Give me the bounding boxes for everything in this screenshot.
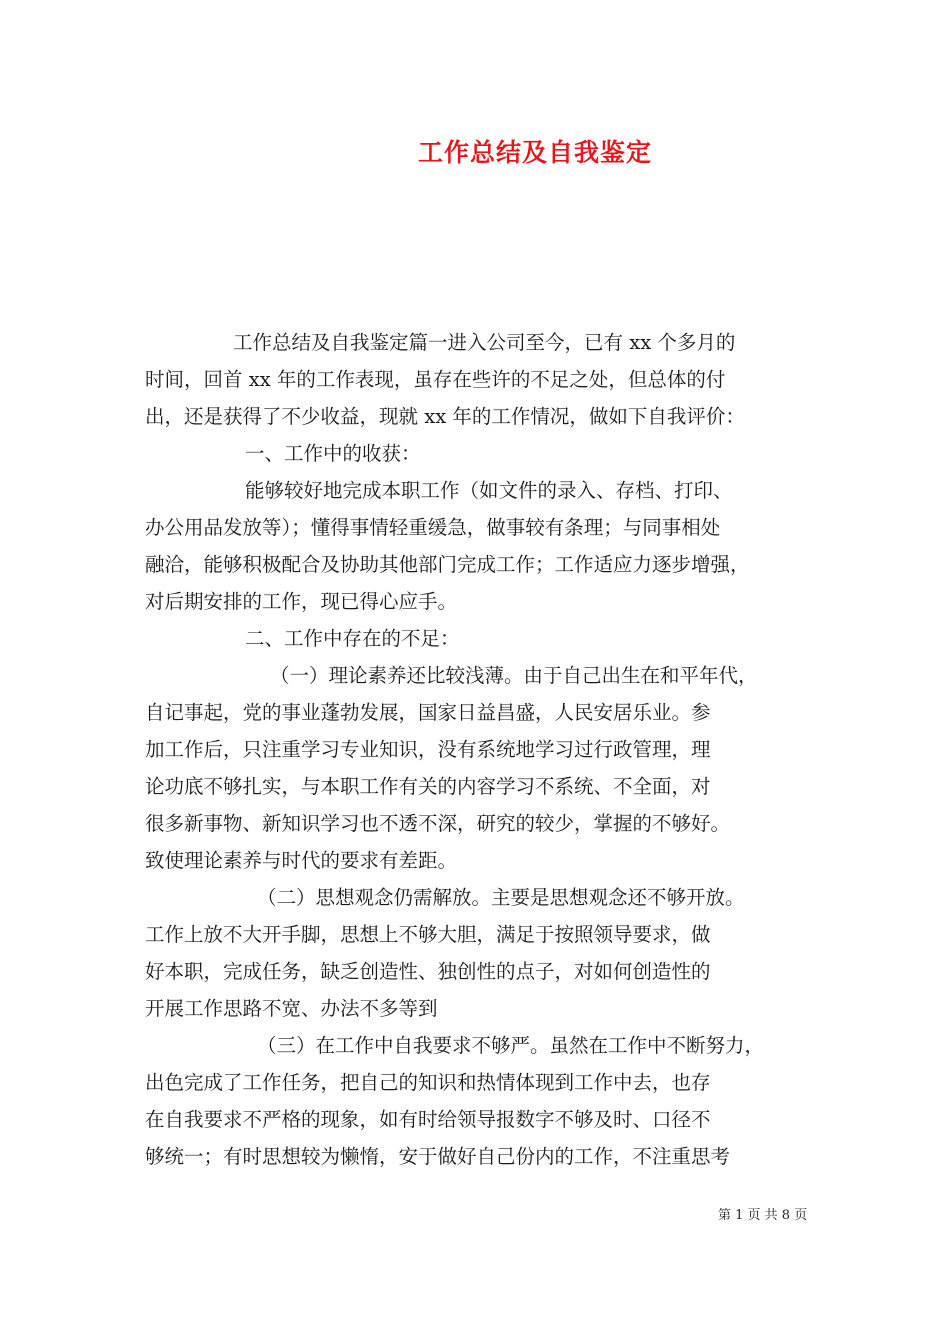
document-body <box>145 324 820 1175</box>
paragraph-line: （三）在工作中自我要求不够严。虽然在工作中不断努力， <box>257 1034 765 1057</box>
section-heading: 一、工作中的收获： <box>245 442 421 465</box>
paragraph-line: 融洽，能够积极配合及协助其他部门完成工作；工作适应力逐步增强， <box>145 553 750 576</box>
paragraph-line: 能够较好地完成本职工作（如文件的录入、存档、打印、 <box>245 479 733 502</box>
paragraph-line: 开展工作思路不宽、办法不多等到 <box>145 997 438 1020</box>
paragraph-line: 时间，回首 xx 年的工作表现，虽存在些许的不足之处，但总体的付 <box>145 368 726 391</box>
paragraph-line: 够统一；有时思想较为懒惰，安于做好自己份内的工作，不注重思考 <box>145 1145 731 1168</box>
paragraph-line: 好本职，完成任务，缺乏创造性、独创性的点子，对如何创造性的 <box>145 960 711 983</box>
paragraph-line: 很多新事物、新知识学习也不透不深，研究的较少，掌握的不够好。 <box>145 812 731 835</box>
paragraph-line: 工作总结及自我鉴定篇一进入公司至今，已有 xx 个多月的 <box>233 331 736 354</box>
paragraph-line: 论功底不够扎实，与本职工作有关的内容学习不系统、不全面，对 <box>145 775 711 798</box>
paragraph-line: 自记事起，党的事业蓬勃发展，国家日益昌盛，人民安居乐业。参 <box>145 701 711 724</box>
paragraph-line: 出色完成了工作任务，把自己的知识和热情体现到工作中去，也存 <box>145 1071 711 1094</box>
section-heading: 二、工作中存在的不足： <box>245 627 460 650</box>
paragraph-line: 在自我要求不严格的现象，如有时给领导报数字不够及时、口径不 <box>145 1108 711 1131</box>
paragraph-line: 致使理论素养与时代的要求有差距。 <box>145 849 458 872</box>
paragraph-line: 对后期安排的工作，现已得心应手。 <box>145 590 458 613</box>
page-number-footer: 第 1 页 共 8 页 <box>718 1208 808 1223</box>
paragraph-line: （一）理论素养还比较浅薄。由于自己出生在和平年代， <box>270 664 758 687</box>
paragraph-line: 办公用品发放等）；懂得事情轻重缓急，做事较有条理；与同事相处 <box>145 516 721 539</box>
paragraph-line: （二）思想观念仍需解放。主要是思想观念还不够开放。 <box>257 886 745 909</box>
paragraph-line: 出，还是获得了不少收益，现就 xx 年的工作情况，做如下自我评价： <box>145 405 745 428</box>
paragraph-line: 工作上放不大开手脚，思想上不够大胆，满足于按照领导要求，做 <box>145 923 711 946</box>
document-title: 工作总结及自我鉴定 <box>417 138 652 167</box>
paragraph-line: 加工作后，只注重学习专业知识，没有系统地学习过行政管理，理 <box>145 738 711 761</box>
